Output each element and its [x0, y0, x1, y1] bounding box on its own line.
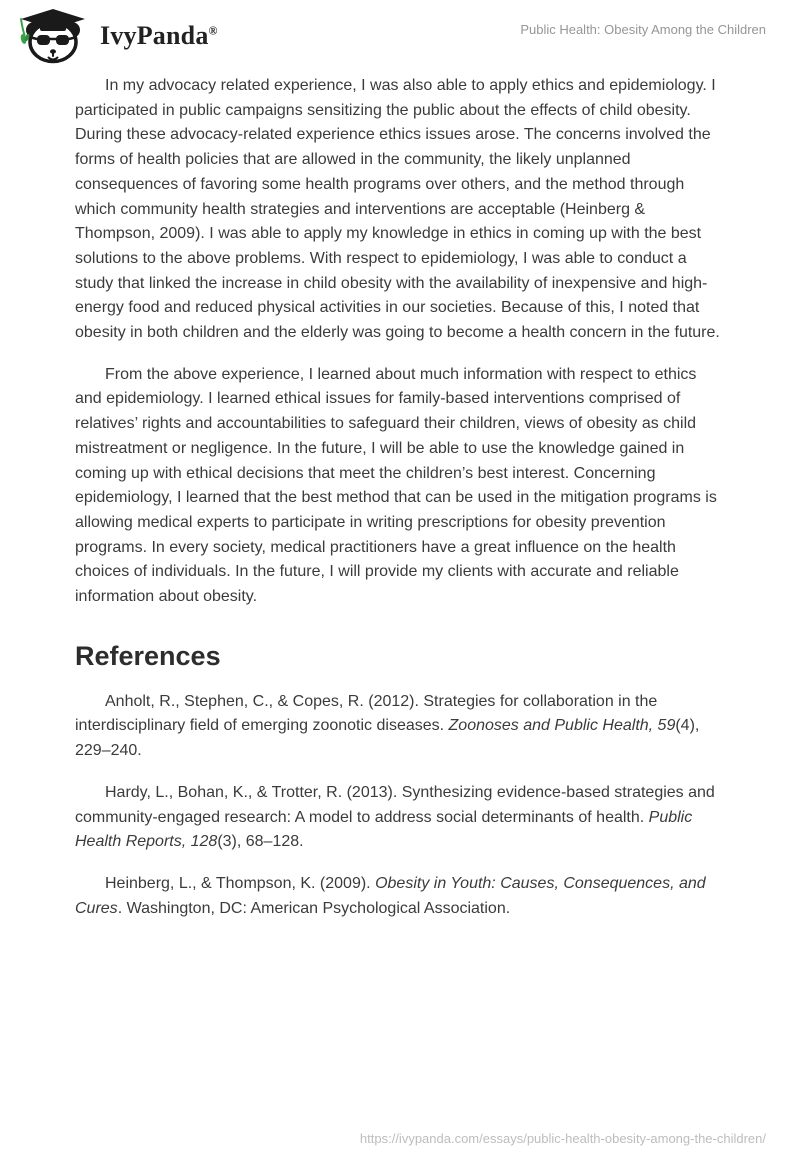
page-header	[0, 0, 800, 66]
reference-book-title-italic: Obesity in Youth: Causes, Consequences, and Cures	[75, 874, 706, 917]
reference-journal-italic: Zoonoses and Public Health, 59	[448, 717, 676, 735]
body-paragraph: In my advocacy related experience, I was also able to apply ethics and epidemiology. I participated in public campaigns sensitizing the public about the effects of child obesity. During these advocacy-related experience ethics issues arose. The concerns involved the forms of health policies that are allowed in the community, the likely unplanned consequences of favoring some health programs over others, and the method through which community health strategies and interventions are acceptable (Heinberg & Thompson, 2009). I was able to apply my knowledge in ethics in coming up with the best solutions to the above problems. With respect to epidemiology, I was able to conduct a study that linked the increase in child obesity with the availability of inexpensive and high-energy food and reduced physical activities in our societies. Because of this, I noted that obesity in both children and the elderly was going to become a health concern in the future.	[75, 77, 720, 342]
references-heading: References	[75, 640, 221, 671]
brand-block	[14, 8, 218, 64]
brand-name	[100, 21, 218, 51]
essay-content	[0, 74, 800, 921]
reference-text: Heinberg, L., & Thompson, K. (2009).	[105, 874, 376, 892]
reference-journal-italic: Public Health Reports, 128	[75, 808, 693, 851]
reference-text: (4), 229–240.	[75, 717, 700, 760]
reference-text: Hardy, L., Bohan, K., & Trotter, R. (2013). Synthesizing evidence-based strategies and community-engaged research: A model to address social determinants of health.	[75, 783, 715, 826]
ivypanda-logo-icon	[14, 8, 92, 64]
reference-entry	[75, 690, 725, 764]
header-doc-title: Public Health: Obesity Among the Children	[520, 22, 766, 37]
reference-entry	[75, 872, 725, 921]
footer-source-url: https://ivypanda.com/essays/public-health-obesity-among-the-children/	[359, 1131, 766, 1146]
registered-trademark: ®	[208, 23, 218, 38]
reference-text: (3), 68–128.	[217, 833, 304, 851]
body-paragraph: From the above experience, I learned about much information with respect to ethics and epidemiology. I learned ethical issues for family-based interventions comprised of relatives’ rights and accountabilities to safeguard their children, views of obesity as child mistreatment or negligence. In the future, I will be able to use the knowledge gained in coming up with ethical decisions that meet the children’s best interest. Concerning epidemiology, I learned that the best method that can be used in the mitigation programs is allowing medical experts to participate in writing prescriptions for obesity prevention programs. In every society, medical practitioners have a great influence on the health choices of individuals. In the future, I will provide my clients with accurate and reliable information about obesity.	[75, 365, 717, 606]
reference-text: Anholt, R., Stephen, C., & Copes, R. (2012). Strategies for collaboration in the interdisciplinary field of emerging zoonotic diseases.	[75, 692, 658, 735]
reference-entry	[75, 781, 725, 855]
brand-text: IvyPanda	[100, 21, 209, 50]
reference-text: . Washington, DC: American Psychological Association.	[117, 899, 511, 917]
